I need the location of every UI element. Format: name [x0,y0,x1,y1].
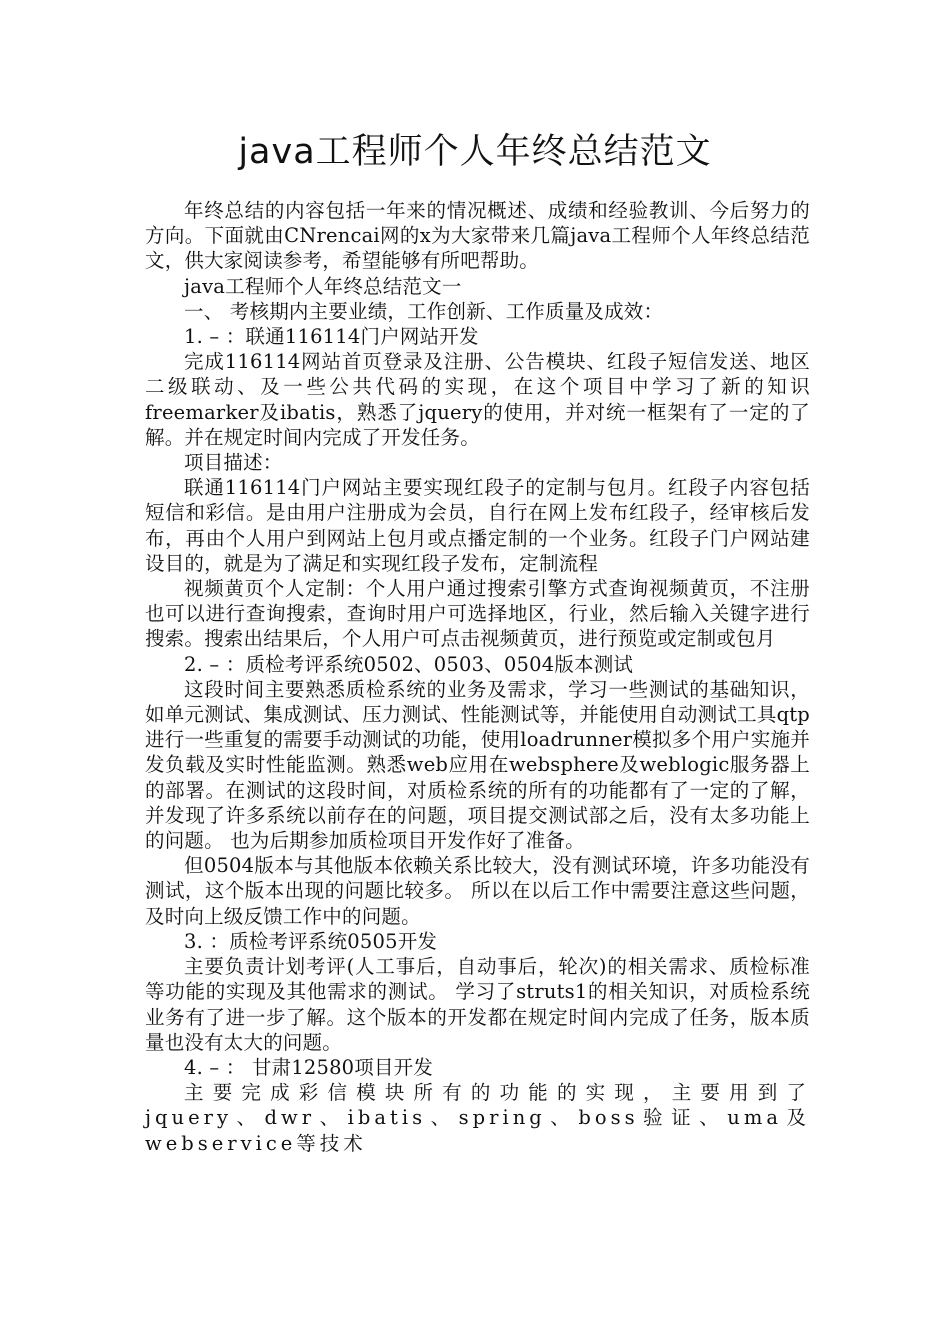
paragraph: 一、 考核期内主要业绩，工作创新、工作质量及成效： [184,299,664,323]
paragraph: 但0504版本与其他版本依赖关系比较大，没有测试环境，许多功能没有测试，这个版本出现的问题比较多。 所以在以后工作中需要注意这些问题，及时向上级反馈工作中的问题。 [145,854,810,928]
paragraph: 年终总结的内容包括一年来的情况概述、成绩和经验教训、今后努力的方向。下面就由CNrencai网的x为大家带来几篇java工程师个人年终总结范文，供大家阅读参考，希望能够有所吧帮助。 [145,199,810,273]
paragraph: 4. – ： 甘肃12580项目开发 [184,1055,434,1079]
paragraph: 这段时间主要熟悉质检系统的业务及需求，学习一些测试的基础知识，如单元测试、集成测试、压力测试、性能测试等，并能使用自动测试工具qtp进行一些重复的需要手动测试的功能，使用loadrunner模拟多个用户实施并发负载及实时性能监测。熟悉web应用在websphere及weblogic服务器上的部署。在测试的这段时间，对质检系统的所有的功能都有了一定的了解，并发现了许多系统以前存在的问题，项目提交测试部之后，没有太多功能上的问题。 也为后期参加质检项目开发作好了准备。 [145,677,810,853]
paragraph: 主要负责计划考评(人工事后，自动事后，轮次)的相关需求、质检标准等功能的实现及其他需求的测试。 学习了struts1的相关知识，对质检系统业务有了进一步了解。这个版本的开发都在规定时间内完成了任务，版本质量也没有太大的问题。 [145,955,810,1054]
paragraph: 完成116114网站首页登录及注册、公告模块、红段子短信发送、地区二级联动、及一些公共代码的实现，在这个项目中学习了新的知识freemarker及ibatis，熟悉了jquery的使用，并对统一框架有了一定的了解。并在规定时间内完成了开发任务。 [145,350,810,449]
document-body [145,198,810,1156]
paragraph: 项目描述： [184,451,283,475]
paragraph: 视频黄页个人定制：个人用户通过搜索引擎方式查询视频黄页，不注册也可以进行查询搜索，查询时用户可选择地区，行业，然后输入关键字进行搜索。搜索出结果后，个人用户可点击视频黄页，进行预览或定制或包月 [145,577,810,651]
paragraph: 1. – ：联通116114门户网站开发 [184,325,479,349]
paragraph: 3. ：质检考评系统0505开发 [184,929,438,953]
paragraph: 2. – ：质检考评系统0502、0503、0504版本测试 [184,652,634,676]
paragraph: 主要完成彩信模块所有的功能的实现，主要用到了jquery、dwr、ibatis、spring、boss验证、uma及webservice等技术 [145,1081,810,1155]
paragraph: 联通116114门户网站主要实现红段子的定制与包月。红段子内容包括短信和彩信。是由用户注册成为会员，自行在网上发布红段子，经审核后发布，再由个人用户到网站上包月或点播定制的一个业务。红段子门户网站建设目的，就是为了满足和实现红段子发布，定制流程 [145,476,810,575]
paragraph: java工程师个人年终总结范文一 [184,274,462,298]
document-title: java工程师个人年终总结范文 [238,132,712,172]
